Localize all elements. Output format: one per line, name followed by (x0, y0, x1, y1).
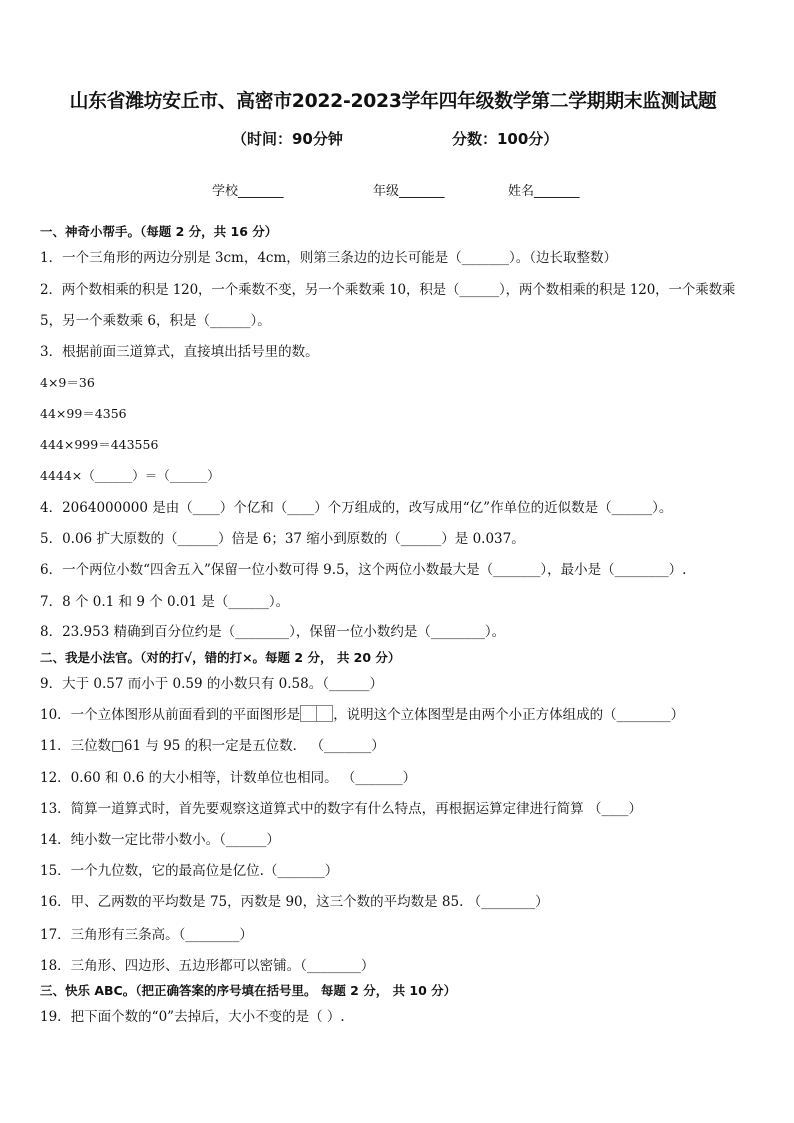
question-16: 16．甲、乙两数的平均数是 75，丙数是 90，这三个数的平均数是 85. （________） (40, 894, 549, 910)
question-9: 9．大于 0.57 而小于 0.59 的小数只有 0.58。（______） (40, 676, 383, 692)
section-3-heading: 三、快乐 ABC。（把正确答案的序号填在括号里。 每题 2 分， 共 10 分） (40, 983, 457, 998)
two-cube-front-view-figure (300, 707, 333, 723)
question-4: 4．2064000000 是由（____）个亿和（____）个万组成的，改写成用“亿”作单位的近似数是（______）。 (40, 500, 673, 516)
question-18: 18．三角形、四边形、五边形都可以密铺。（________） (40, 958, 375, 974)
question-10-text-start: 10．一个立体图形从前面看到的平面图形是 (40, 707, 301, 723)
question-10 (40, 705, 684, 725)
school-field: 学校_______ (212, 184, 284, 199)
name-field: 姓名_______ (508, 184, 580, 199)
question-3: 3．根据前面三道算式，直接填出括号里的数。 (40, 344, 319, 360)
question-1: 1．一个三角形的两边分别是 3cm，4cm，则第三条边的边长可能是（_______）。（边长取整数） (40, 250, 618, 266)
question-3-equation-2: 44×99＝4356 (40, 406, 127, 421)
grade-field: 年级_______ (373, 184, 445, 199)
question-8: 8．23.953 精确到百分位约是（________），保留一位小数约是（________）。 (40, 624, 506, 640)
section-2-heading: 二、我是小法官。（对的打√，错的打×。每题 2 分， 共 20 分） (40, 650, 401, 665)
exam-time: （时间：90分钟 (232, 130, 343, 148)
question-15: 15．一个九位数，它的最高位是亿位.（_______） (40, 863, 339, 879)
question-11: 11．三位数□61 与 95 的积一定是五位数． （_______） (40, 738, 385, 754)
question-6: 6．一个两位小数“四舍五入”保留一位小数可得 9.5，这个两位小数最大是（_______），最小是（________）. (40, 562, 687, 578)
question-7: 7．8 个 0.1 和 9 个 0.01 是（______）。 (40, 594, 290, 610)
question-19: 19．把下面个数的“0”去掉后，大小不变的是（ ）. (40, 1009, 345, 1025)
question-10-text-end: ，说明这个立体图型是由两个小正方体组成的（________） (333, 707, 685, 723)
question-3-equation-3: 444×999＝443556 (40, 437, 159, 452)
question-3-equation-4: 4444×（______）＝（______） (40, 468, 220, 483)
exam-title: 山东省潍坊安丘市、高密市2022-2023学年四年级数学第二学期期末监测试题 (69, 90, 717, 112)
question-5: 5．0.06 扩大原数的（______）倍是 6；37 缩小到原数的（______）是 0.037。 (40, 531, 525, 547)
exam-score: 分数：100分） (452, 130, 559, 148)
question-12: 12．0.60 和 0.6 的大小相等，计数单位也相同。 （_______） (40, 770, 417, 786)
question-17: 17．三角形有三条高。（________） (40, 927, 253, 943)
question-13: 13．简算一道算式时，首先要观察这道算式中的数字有什么特点，再根据运算定律进行简算 （____） (40, 801, 642, 817)
section-1-heading: 一、神奇小帮手。（每题 2 分，共 16 分） (40, 224, 278, 239)
question-3-equation-1: 4×9＝36 (40, 375, 95, 390)
question-14: 14．纯小数一定比带小数小。（______） (40, 832, 280, 848)
question-2-line-1: 2．两个数相乘的积是 120，一个乘数不变，另一个乘数乘 10，积是（______），两个数相乘的积是 120，一个乘数乘 (40, 282, 736, 298)
question-2-line-2: 5，另一个乘数乘 6，积是（______）。 (40, 313, 271, 329)
